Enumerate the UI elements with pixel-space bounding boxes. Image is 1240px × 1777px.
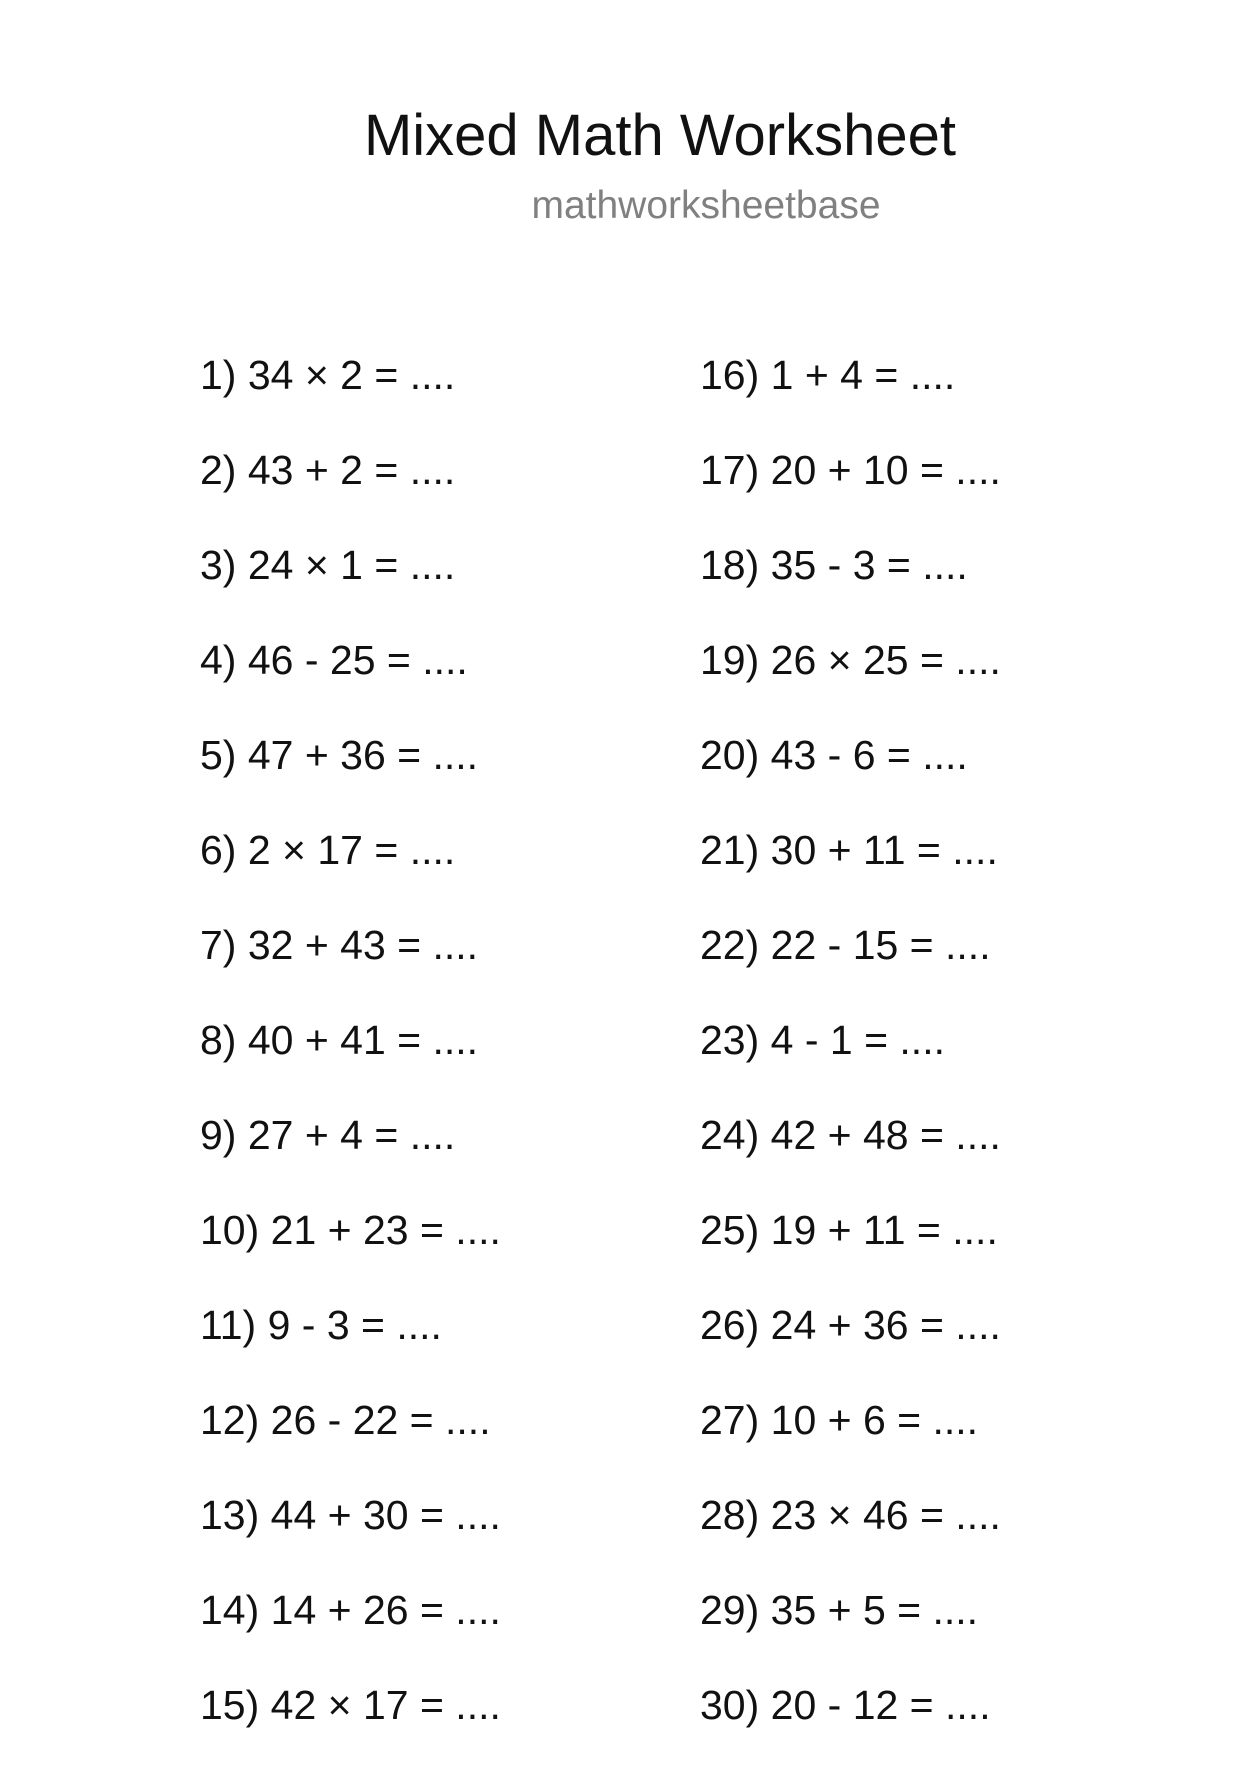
problem-item: 15) 42 × 17 = .... <box>200 1682 501 1728</box>
problem-item: 8) 40 + 41 = .... <box>200 1017 479 1063</box>
problem-item: 9) 27 + 4 = .... <box>200 1112 456 1158</box>
problem-item: 24) 42 + 48 = .... <box>700 1112 1001 1158</box>
problem-item: 6) 2 × 17 = .... <box>200 827 456 873</box>
problem-item: 2) 43 + 2 = .... <box>200 447 456 493</box>
problem-item: 30) 20 - 12 = .... <box>700 1682 991 1728</box>
problem-item: 17) 20 + 10 = .... <box>700 447 1001 493</box>
problem-item: 11) 9 - 3 = .... <box>200 1302 442 1348</box>
problem-item: 12) 26 - 22 = .... <box>200 1397 491 1443</box>
problem-item: 22) 22 - 15 = .... <box>700 922 991 968</box>
problem-item: 5) 47 + 36 = .... <box>200 732 479 778</box>
problems-column-right <box>700 352 1001 1777</box>
problems-column-left <box>200 352 501 1777</box>
worksheet-title: Mixed Math Worksheet <box>363 103 957 168</box>
problem-item: 1) 34 × 2 = .... <box>200 352 456 398</box>
problem-item: 13) 44 + 30 = .... <box>200 1492 501 1538</box>
problem-item: 20) 43 - 6 = .... <box>700 732 968 778</box>
problem-item: 27) 10 + 6 = .... <box>700 1397 979 1443</box>
problem-item: 25) 19 + 11 = .... <box>700 1207 998 1253</box>
problem-item: 18) 35 - 3 = .... <box>700 542 968 588</box>
problem-item: 23) 4 - 1 = .... <box>700 1017 945 1063</box>
problem-item: 28) 23 × 46 = .... <box>700 1492 1001 1538</box>
problem-item: 4) 46 - 25 = .... <box>200 637 468 683</box>
problem-item: 14) 14 + 26 = .... <box>200 1587 501 1633</box>
problem-item: 7) 32 + 43 = .... <box>200 922 479 968</box>
problem-item: 21) 30 + 11 = .... <box>700 827 998 873</box>
problem-item: 19) 26 × 25 = .... <box>700 637 1001 683</box>
worksheet-source: mathworksheetbase <box>531 184 881 227</box>
problem-item: 16) 1 + 4 = .... <box>700 352 956 398</box>
problem-item: 3) 24 × 1 = .... <box>200 542 456 588</box>
problem-item: 26) 24 + 36 = .... <box>700 1302 1001 1348</box>
problem-item: 29) 35 + 5 = .... <box>700 1587 979 1633</box>
problem-item: 10) 21 + 23 = .... <box>200 1207 501 1253</box>
